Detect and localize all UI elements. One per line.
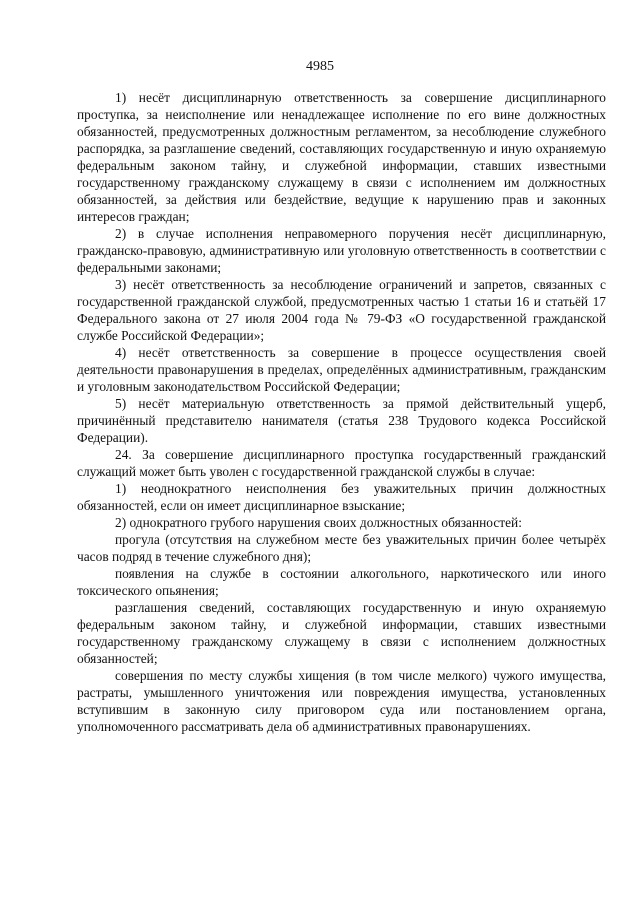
- paragraph-unlawful-order: 2) в случае исполнения неправомерного поручения несёт дисциплинарную, гражданско-правовую, административную или уголовную ответственность в соответствии с федеральными законами;: [77, 226, 606, 275]
- paragraph-section-24: 24. За совершение дисциплинарного проступка государственный гражданский служащий может быть уволен с государственной гражданской службы в случае:: [77, 447, 606, 479]
- paragraph-gross-violation: 2) однократного грубого нарушения своих должностных обязанностей:: [115, 515, 522, 530]
- paragraph-repeated-failure: 1) неоднократного неисполнения без уважительных причин должностных обязанностей, если он имеет дисциплинарное взыскание;: [77, 481, 606, 513]
- page-number: 4985: [306, 59, 334, 74]
- paragraph-intoxication: появления на службе в состоянии алкогольного, наркотического или иного токсического опьянения;: [77, 566, 606, 598]
- paragraph-theft: совершения по месту службы хищения (в том числе мелкого) чужого имущества, растраты, умышленного уничтожения или повреждения имущества, установленных вступившим в законную силу приговором суда или постановлением органа, уполномоченного рассматривать дела об административных правонарушениях.: [77, 668, 606, 734]
- paragraph-disclosure: разглашения сведений, составляющих государственную и иную охраняемую федеральным законом тайну, и служебной информации, ставших известными государственному гражданскому служащему в связи с исполнением должностных обязанностей;: [77, 600, 606, 666]
- document-body: [77, 89, 606, 735]
- paragraph-absence: прогула (отсутствия на служебном месте без уважительных причин более четырёх часов подряд в течение служебного дня);: [77, 532, 606, 564]
- paragraph-liability-disciplinary: 1) несёт дисциплинарную ответственность за совершение дисциплинарного проступка, за неисполнение или ненадлежащее исполнение по его вине должностных обязанностей, предусмотренных должностным регламентом, за несоблюдение служебного распорядка, за разглашение сведений, составляющих государственную и иную охраняемую федеральным законом тайну, и служебной информации, ставших известными государственному гражданскому служащему в связи с исполнением им должностных обязанностей, за действия или бездействие, ведущие к нарушению прав и законных интересов граждан;: [77, 90, 606, 224]
- paragraph-material-liability: 5) несёт материальную ответственность за прямой действительный ущерб, причинённый представителю нанимателя (статья 238 Трудового кодекса Российской Федерации).: [77, 396, 606, 445]
- paragraph-offences: 4) несёт ответственность за совершение в процессе осуществления своей деятельности правонарушения в пределах, определённых административным, гражданским и уголовным законодательством Российской Федерации;: [77, 345, 606, 394]
- paragraph-restrictions: 3) несёт ответственность за несоблюдение ограничений и запретов, связанных с государственной гражданской службой, предусмотренных частью 1 статьи 16 и статьёй 17 Федерального закона от 27 июля 2004 года № 79-ФЗ «О государственной гражданской службе Российской Федерации»;: [77, 277, 606, 343]
